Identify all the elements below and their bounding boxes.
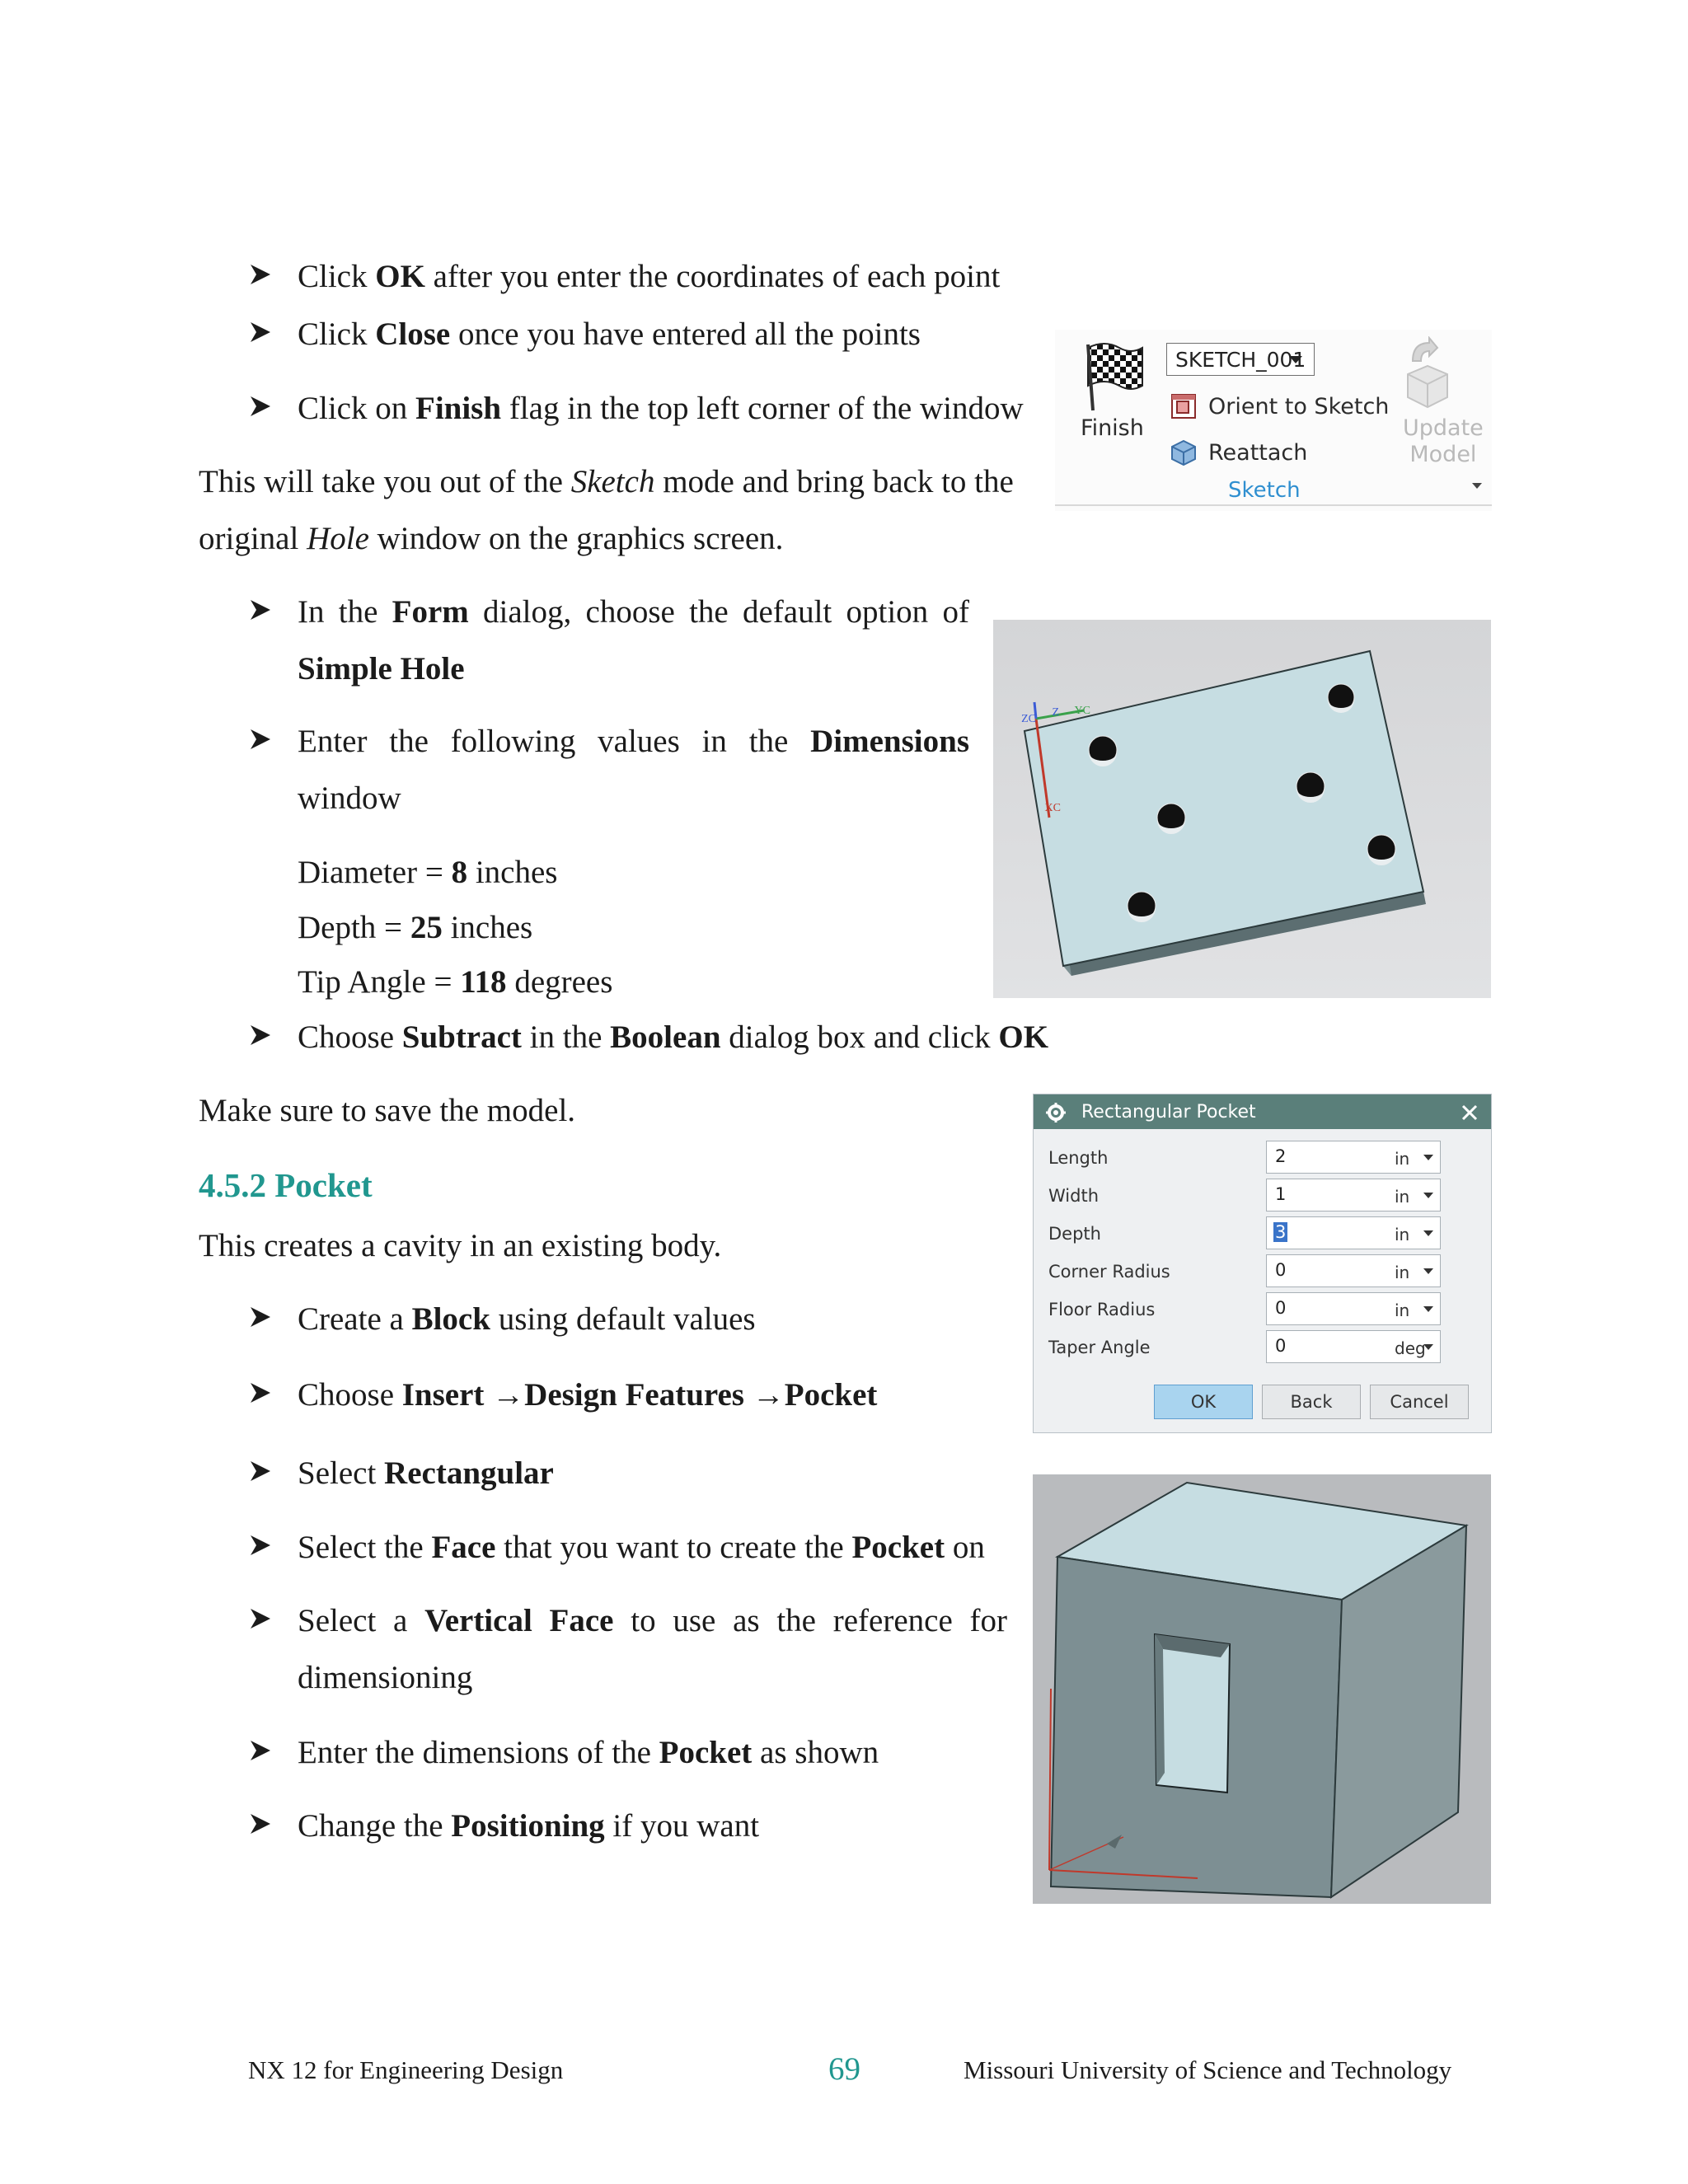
orient-to-sketch-icon [1170,392,1198,420]
dialog-titlebar [1034,1094,1491,1129]
text-run: if you want [604,1808,760,1844]
update-model-icon [1401,336,1454,410]
text-run: once you have entered all the points [450,316,921,352]
sketch-name-value: SKETCH_001 [1175,348,1306,372]
word: reference [832,1603,953,1638]
length-value[interactable]: 2 [1275,1146,1287,1166]
word: in [701,724,727,759]
save-note: Make sure to save the model. [199,1093,576,1128]
text-run: window on the graphics screen. [368,521,784,556]
bullet-text [298,318,921,350]
bullet-text-justified [298,596,969,628]
bold-text: OK [375,259,425,294]
word: default [742,594,832,630]
bullet-text [298,1021,1048,1053]
word: values [598,724,680,759]
bullet-text-cont [298,1661,472,1694]
floor-radius-unit: in [1395,1301,1410,1320]
bullet-arrow-icon [250,1740,271,1761]
bullet-text-cont [298,782,401,814]
word: Select [298,1603,377,1638]
length-unit: in [1395,1149,1410,1169]
text-run: degrees [506,964,613,1000]
ok-button[interactable]: OK [1154,1385,1253,1419]
bullet-text [298,1303,756,1335]
bullet-arrow-icon [250,729,271,750]
bullet-text-cont [298,653,465,685]
bold-text: 118 [460,964,507,1000]
bullet-arrow-icon [250,396,271,417]
reattach-icon [1170,438,1198,466]
word: choose [585,594,675,630]
bold-text: Design Features [524,1377,744,1413]
italic-text: Sketch [570,464,655,499]
ribbon-divider [1055,504,1492,506]
bullet-arrow-icon [250,1382,271,1404]
bullet-arrow-icon [250,1813,271,1835]
floor-radius-field[interactable] [1266,1292,1441,1325]
bold-text: Finish [415,391,502,426]
bold-text: Block [411,1301,490,1337]
text-run: Depth = [298,910,410,945]
word: the [748,724,789,759]
text-run: original [199,521,307,556]
sketch-group-label: Sketch [1228,478,1301,503]
footer-right: Missouri University of Science and Technology [964,2055,1452,2084]
bold-text: Subtract [401,1019,522,1055]
sketch-name-dropdown[interactable] [1166,343,1315,376]
text-run: → [744,1377,785,1413]
bold-text: 8 [451,855,468,890]
width-unit: in [1395,1187,1410,1207]
value-line [298,856,557,888]
word: Dimensions [810,724,969,759]
depth-value[interactable]: 3 [1275,1222,1287,1242]
bullet-text [298,1531,985,1563]
word: dialog, [483,594,572,630]
pocket-block-view [1033,1474,1491,1904]
width-label: Width [1048,1186,1100,1206]
width-value[interactable]: 1 [1275,1184,1287,1204]
bullet-text-justified [298,1605,1007,1637]
bullet-arrow-icon [250,321,271,343]
length-label: Length [1048,1148,1109,1168]
bullet-arrow-icon [250,1306,271,1328]
bullet-text [298,1736,879,1769]
word: Vertical [424,1603,532,1638]
dialog-title: Rectangular Pocket [1081,1102,1256,1122]
length-field[interactable] [1266,1141,1441,1174]
chevron-down-icon[interactable] [1423,1193,1433,1198]
corner-radius-unit: in [1395,1263,1410,1282]
group-expand-caret-icon[interactable] [1472,483,1482,489]
bold-text: Pocket [659,1735,753,1770]
text-run: Select [298,1455,385,1491]
bullet-arrow-icon [250,1024,271,1046]
csys-label-z: Z [1052,706,1059,719]
bold-text: Rectangular [384,1455,554,1491]
word: use [673,1603,716,1638]
section-intro: This creates a cavity in an existing body. [199,1228,722,1263]
word: the [389,724,429,759]
chevron-down-icon[interactable] [1423,1155,1433,1160]
word: Face [549,1603,614,1638]
depth-label: Depth [1048,1224,1101,1244]
word: following [450,724,576,759]
close-icon[interactable] [1461,1104,1479,1122]
csys-label-yc: YC [1074,705,1090,717]
update-model-label-line2: Model [1409,442,1477,467]
page-footer [0,2052,1688,2102]
corner-radius-value[interactable]: 0 [1275,1260,1287,1280]
chevron-down-icon [1289,356,1302,363]
bullet-text-justified [298,725,969,757]
text-run: as shown [752,1735,879,1770]
bullet-text [298,392,1024,424]
word: the [776,1603,816,1638]
text-run: Select the [298,1530,432,1565]
text-run: window [298,780,401,816]
text-run: dialog box and click [720,1019,999,1055]
bullet-arrow-icon [250,1535,271,1556]
csys-label-zc: ZC [1021,713,1036,725]
word: the [689,594,729,630]
chevron-down-icon[interactable] [1423,1344,1433,1350]
bold-text: Pocket [784,1377,878,1413]
pocket-opening [1155,1634,1230,1793]
taper-angle-unit: deg [1395,1338,1426,1358]
bullet-arrow-icon [250,264,271,285]
text-run: Diameter = [298,855,452,890]
text-run: Choose [298,1377,402,1413]
text-run: inches [442,910,533,945]
text-run: This will take you out of the [199,464,571,499]
bullet-text [298,260,1000,293]
orient-to-sketch-button[interactable]: Orient to Sketch [1208,394,1390,419]
word: for [969,1603,1007,1638]
text-run: flag in the top left corner of the window [501,391,1024,426]
text-run: dimensioning [298,1660,473,1695]
text-run: Tip Angle = [298,964,461,1000]
word: In [298,594,325,630]
text-run: Click [298,259,376,294]
text-run: mode and bring back to the [654,464,1014,499]
word: as [733,1603,760,1638]
text-run: Choose [298,1019,402,1055]
bold-text: Simple Hole [298,651,465,687]
footer-left: NX 12 for Engineering Design [248,2055,564,2084]
word: to [631,1603,656,1638]
text-run: in the [521,1019,611,1055]
width-field[interactable] [1266,1179,1441,1212]
back-button[interactable]: Back [1262,1385,1361,1419]
taper-angle-field[interactable] [1266,1330,1441,1363]
text-run: after you enter the coordinates of each point [424,259,1001,294]
bullet-text [298,1457,554,1489]
text-run: Click [298,316,376,352]
bullet-text [298,1379,877,1411]
text-run: that you want to create the [495,1530,852,1565]
text-run: → [484,1377,525,1413]
sketch-ribbon [1055,330,1492,511]
word: Enter [298,724,368,759]
bold-text: Pocket [851,1530,945,1565]
word: a [393,1603,408,1638]
text-run: Click on [298,391,415,426]
corner-radius-field[interactable] [1266,1254,1441,1287]
word: option [846,594,929,630]
bullet-text [298,1810,759,1842]
value-line [298,912,532,944]
rectangular-pocket-dialog [1033,1094,1492,1433]
finish-flag-icon[interactable] [1080,338,1146,412]
reattach-button[interactable]: Reattach [1208,440,1308,466]
finish-button[interactable]: Finish [1081,415,1144,441]
word: of [942,594,969,630]
bold-text: Positioning [451,1808,605,1844]
floor-radius-label: Floor Radius [1048,1300,1156,1319]
bullet-arrow-icon [250,599,271,621]
corner-radius-label: Corner Radius [1048,1262,1170,1282]
hole-plate-view [993,620,1491,998]
bold-text: Boolean [610,1019,721,1055]
update-model-button [1403,415,1484,468]
section-heading: 4.5.2 Pocket [199,1166,373,1204]
depth-unit: in [1395,1225,1410,1244]
italic-text: Hole [307,521,369,556]
bold-text: OK [998,1019,1049,1055]
chevron-down-icon[interactable] [1423,1230,1433,1236]
word: Form [392,594,469,630]
paragraph-line [199,466,1014,498]
text-run: inches [467,855,558,890]
bold-text: 25 [410,910,443,945]
text-run: Change the [298,1808,452,1844]
text-run: Create a [298,1301,412,1337]
bold-text: Face [431,1530,496,1565]
cancel-button[interactable]: Cancel [1370,1385,1469,1419]
text-run: on [945,1530,985,1565]
bold-text: Close [375,316,451,352]
floor-radius-value[interactable]: 0 [1275,1298,1287,1318]
update-model-label-line1: Update [1403,415,1484,441]
gear-icon[interactable] [1045,1102,1067,1123]
depth-field[interactable] [1266,1216,1441,1249]
csys-label-xc: XC [1044,802,1061,814]
bold-text: Insert [401,1377,485,1413]
page-number: 69 [828,2051,860,2087]
text-run: using default values [490,1301,756,1337]
value-line [298,966,612,998]
taper-angle-label: Taper Angle [1048,1338,1151,1357]
paragraph-line [199,523,783,555]
bullet-arrow-icon [250,1460,271,1482]
word: the [338,594,378,630]
text-run: Enter the dimensions of the [298,1735,659,1770]
chevron-down-icon[interactable] [1423,1306,1433,1312]
taper-angle-value[interactable]: 0 [1275,1336,1287,1356]
bullet-arrow-icon [250,1608,271,1629]
chevron-down-icon[interactable] [1423,1268,1433,1274]
